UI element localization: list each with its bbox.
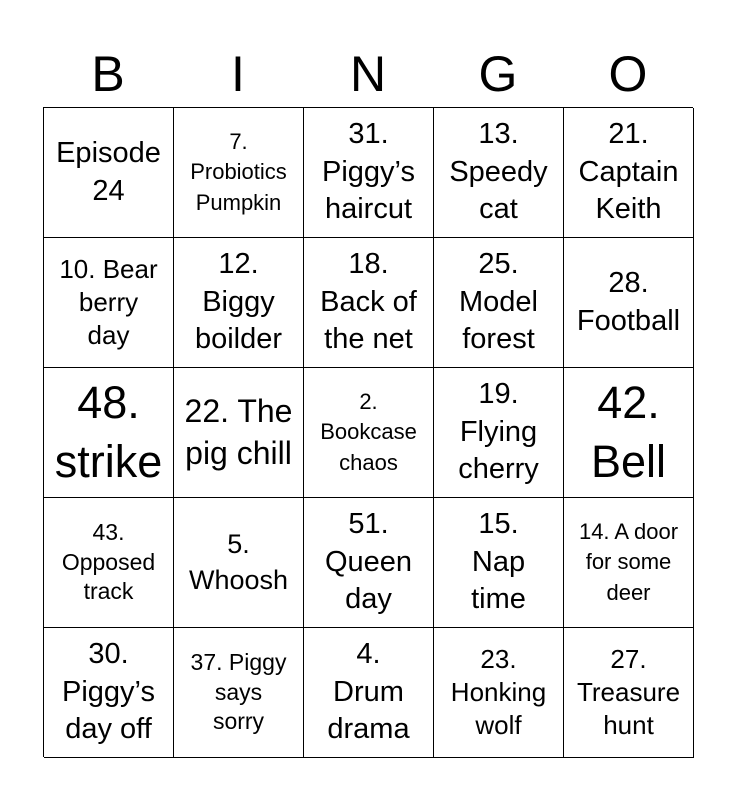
cell-text: 51. Queen day <box>324 507 413 616</box>
cell-text: 5. Whoosh <box>188 529 289 595</box>
cell-text: 23. Honking wolf <box>450 643 547 741</box>
bingo-cell[interactable] <box>174 498 304 628</box>
header-letter-g: G <box>478 46 518 102</box>
cell-text: 43. Opposed track <box>61 518 156 605</box>
cell-text: 18. Back of the net <box>320 247 417 356</box>
cell-text: 19. Flying cherry <box>458 377 539 486</box>
bingo-board <box>43 107 693 757</box>
cell-text: 14. A door for some deer <box>578 519 679 605</box>
bingo-cell[interactable] <box>564 238 694 368</box>
cell-text: 30. Piggy’s day off <box>62 637 155 746</box>
cell-text: 2. Bookcase chaos <box>320 389 417 475</box>
header-letter-n: N <box>349 46 387 102</box>
cell-text: 28. Football <box>576 266 681 337</box>
bingo-cell[interactable] <box>44 498 174 628</box>
bingo-cell[interactable] <box>304 108 434 238</box>
cell-text: 48. strike <box>54 377 163 487</box>
bingo-cell[interactable] <box>44 368 174 498</box>
bingo-cell[interactable] <box>44 238 174 368</box>
cell-text: 42. Bell <box>590 377 667 487</box>
header-letter-o: O <box>608 46 648 102</box>
bingo-cell[interactable] <box>564 628 694 758</box>
bingo-cell[interactable] <box>434 238 564 368</box>
cell-text: 37. Piggy says sorry <box>190 648 287 735</box>
cell-text: 10. Bear berry day <box>59 253 158 351</box>
bingo-cell[interactable] <box>44 628 174 758</box>
bingo-cell[interactable] <box>564 108 694 238</box>
cell-text: 7. Probiotics Pumpkin <box>190 129 287 215</box>
bingo-cell[interactable] <box>304 498 434 628</box>
bingo-cell[interactable] <box>174 628 304 758</box>
bingo-cell[interactable] <box>44 108 174 238</box>
bingo-cell[interactable] <box>174 238 304 368</box>
bingo-cell[interactable] <box>564 368 694 498</box>
bingo-cell[interactable] <box>304 628 434 758</box>
bingo-cell[interactable] <box>174 368 304 498</box>
cell-text: 15. Nap time <box>471 507 526 616</box>
header-letter-b: B <box>91 46 125 102</box>
cell-text: Episode 24 <box>56 136 161 207</box>
header-letter-i: I <box>231 46 245 102</box>
bingo-cell[interactable] <box>564 498 694 628</box>
cell-text: 4. Drum drama <box>327 637 410 746</box>
bingo-cell[interactable] <box>434 628 564 758</box>
cell-text: 25. Model forest <box>459 247 538 356</box>
cell-text: 21. Captain Keith <box>578 117 679 226</box>
bingo-cell[interactable] <box>434 498 564 628</box>
cell-text: 13. Speedy cat <box>449 117 548 226</box>
cell-text: 12. Biggy boilder <box>194 247 283 356</box>
bingo-cell[interactable] <box>174 108 304 238</box>
cell-text: 27. Treasure hunt <box>576 643 681 741</box>
bingo-cell[interactable] <box>304 238 434 368</box>
bingo-header <box>43 40 693 108</box>
cell-text: 22. The pig chill <box>184 392 293 471</box>
bingo-cell[interactable] <box>434 368 564 498</box>
bingo-cell[interactable] <box>304 368 434 498</box>
cell-text: 31. Piggy’s haircut <box>322 117 415 226</box>
bingo-cell[interactable] <box>434 108 564 238</box>
